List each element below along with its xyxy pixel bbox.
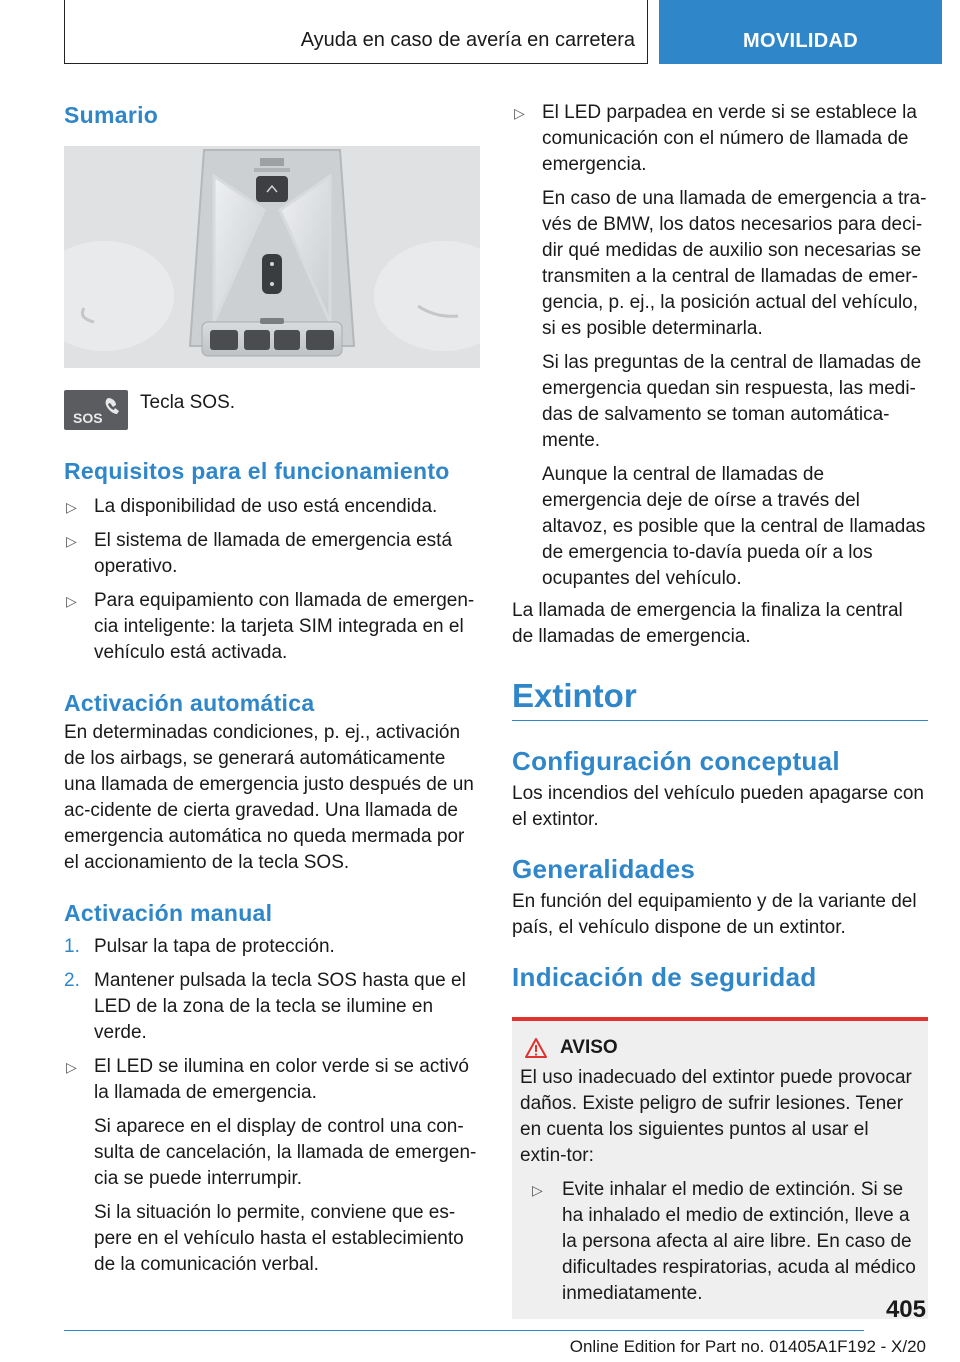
section-title: Ayuda en caso de avería en carretera bbox=[300, 29, 635, 51]
requisitos-heading: Requisitos para el funcionamiento bbox=[64, 458, 450, 484]
chapter-tab[interactable] bbox=[659, 0, 942, 64]
config-text: Los incendios del vehículo pueden apagarse con el extintor. bbox=[512, 783, 924, 830]
sos-icon-text: SOS bbox=[73, 410, 103, 426]
warning-box bbox=[512, 1017, 928, 1319]
list-item: ▷ Evite inhalar el medio de extinción. Si se ha inhalado el medio de extinción, lleve a la persona afecta al aire libre. En caso de dificultades respiratorias, acuda al médico inmediatamente. bbox=[532, 1179, 916, 1304]
manual-sub-paragraph: Si la situación lo permite, conviene que es-pere en el vehículo hasta el establecimiento de la comunicación verbal. bbox=[94, 1202, 464, 1275]
list-item: ▷ El LED parpadea en verde si se establece la comunicación con el número de llamada de emergencia. bbox=[514, 102, 917, 175]
warning-title: AVISO bbox=[560, 1037, 618, 1058]
triangle-bullet-icon: ▷ bbox=[514, 105, 525, 121]
list-item: 1. Pulsar la tapa de protección. bbox=[64, 936, 335, 957]
config-heading: Configuración conceptual bbox=[512, 746, 840, 776]
triangle-bullet-icon: ▷ bbox=[66, 593, 77, 609]
sos-icon bbox=[64, 390, 128, 430]
extintor-title: Extintor bbox=[512, 677, 637, 714]
sub-paragraph: En caso de una llamada de emergencia a tra-vés de BMW, los datos necesarios para deci-dir qué medidas de auxilio son necesarias se transmiten a la central de llamadas de emer-gencia, p. ej., la posición actual del vehículo, si es posible determinarla. bbox=[542, 188, 927, 339]
generalidades-text: En función del equipamiento y de la variante del país, el vehículo dispone de un extintor. bbox=[512, 891, 917, 938]
running-header bbox=[64, 0, 648, 64]
manual-heading: Activación manual bbox=[64, 900, 273, 926]
warning-title-row bbox=[520, 1037, 920, 1059]
generalidades-heading: Generalidades bbox=[512, 854, 696, 884]
auto-heading: Activación automática bbox=[64, 690, 315, 716]
list-item: ▷ La disponibilidad de uso está encendida. bbox=[64, 494, 480, 520]
manual-sub-paragraph: Si aparece en el display de control una con-sulta de cancelación, la llamada de emergen-cia se puede interrumpir. bbox=[94, 1116, 477, 1189]
triangle-bullet-icon: ▷ bbox=[532, 1182, 543, 1198]
requisitos-list bbox=[64, 494, 480, 666]
triangle-bullet-icon: ▷ bbox=[66, 499, 77, 515]
auto-text: En determinadas condiciones, p. ej., activación de los airbags, se generará automáticamente una llamada de emergencia justo después de un ac-cidente de cierta gravedad. Una llamada de emergencia automática no queda mermada por el accionamiento de la tecla SOS. bbox=[64, 722, 474, 873]
edition-note: Online Edition for Part no. 01405A1F192 - X/20 bbox=[569, 1337, 926, 1356]
sub-paragraph: Aunque la central de llamadas de emergencia deje de oírse a través del altavoz, es posible que la central de llamadas de emergencia to-davía pueda oír a los ocupantes del vehículo. bbox=[542, 464, 926, 589]
list-item: ▷ El LED se ilumina en color verde si se activó la llamada de emergencia. bbox=[66, 1056, 469, 1103]
overhead-console-photo bbox=[64, 146, 480, 368]
right-column bbox=[512, 100, 928, 1319]
warning-triangle-icon bbox=[524, 1037, 548, 1059]
list-item: ▷ Para equipamiento con llamada de emergen-cia inteligente: la tarjeta SIM integrada en el vehículo está activada. bbox=[66, 590, 475, 663]
footer-divider bbox=[64, 1330, 864, 1331]
sos-caption-row bbox=[64, 390, 480, 430]
sumario-heading: Sumario bbox=[64, 102, 159, 128]
manual-steps bbox=[64, 934, 480, 1278]
page-number: 405 bbox=[885, 1296, 926, 1323]
triangle-bullet-icon: ▷ bbox=[66, 1059, 77, 1075]
seguridad-heading: Indicación de seguridad bbox=[512, 962, 817, 992]
triangle-bullet-icon: ▷ bbox=[66, 533, 77, 549]
left-column bbox=[64, 100, 480, 1278]
warning-text: El uso inadecuado del extintor puede provocar daños. Existe peligro de sufrir lesiones. Tener en cuenta los siguientes puntos al usar el extin-tor: bbox=[520, 1067, 912, 1166]
overhead-console-illustration bbox=[64, 146, 480, 368]
end-paragraph: La llamada de emergencia la finaliza la central de llamadas de emergencia. bbox=[512, 600, 903, 647]
list-item: ▷ El sistema de llamada de emergencia está operativo. bbox=[66, 530, 453, 577]
chapter-tab-label: MOVILIDAD bbox=[743, 30, 858, 52]
list-item: 2. Mantener pulsada la tecla SOS hasta que el LED de la zona de la tecla se ilumine en verde. bbox=[64, 970, 466, 1043]
sos-caption: Tecla SOS. bbox=[140, 392, 236, 413]
extintor-title-block bbox=[512, 676, 928, 721]
sub-paragraph: Si las preguntas de la central de llamadas de emergencia quedan sin respuesta, las medi-das de salvamento se toman automática-mente. bbox=[542, 352, 922, 451]
